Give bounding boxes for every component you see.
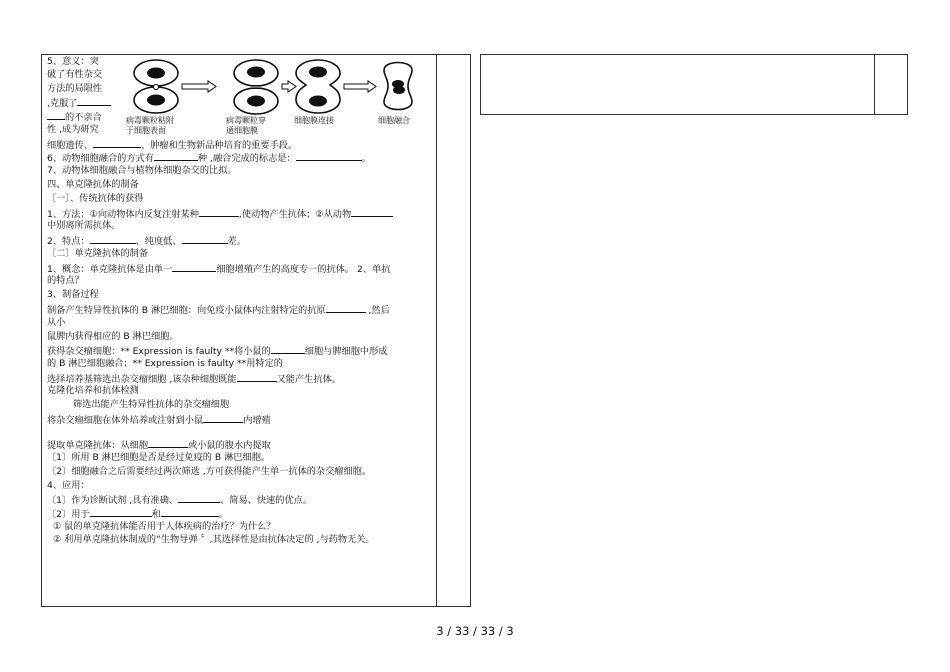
label-virus-attach-1: 病毒颗粒粘附 [126, 116, 174, 125]
label-virus-penetrate-2: 通细胞膜 [226, 126, 258, 135]
meaning-line-5: 的不亲合 [47, 109, 102, 125]
text-line: 7、动物体细胞融合与植物体细胞杂交的比拟。 [47, 165, 237, 176]
text-line: 中别离所需抗体。 [47, 220, 121, 231]
text-line: 〔1〕作为诊断试剂 ,具有准确、 、简易、快速的优点。 [47, 492, 312, 508]
label-virus-attach-2: 于细胞表面 [126, 126, 166, 135]
text-line: 2、特点： 、纯度低、 差。 [47, 233, 246, 249]
text-line: 制备产生特异性抗体的 B 淋巴细胞：向免疫小鼠体内注射特定的抗原 ,然后 [47, 302, 390, 318]
text-line: 3、制备过程 [47, 289, 99, 300]
subsection-heading: 〔二〕单克隆抗体的制备 [47, 248, 149, 259]
text-line: 1、方法：①向动物体内反复注射某种 ,使动物产生抗体；②从动物 [47, 206, 393, 222]
text-line: 将杂交瘤细胞在体外培养或注射到小鼠 内增殖 [47, 412, 271, 428]
meaning-line-4: ,克服了 [47, 95, 111, 111]
arrow-3 [344, 81, 376, 92]
text-line: 选择培养基筛选出杂交瘤细胞 ,该杂种细胞既能 又能产生抗体。 [47, 371, 341, 387]
cell-fusion-diagram [122, 56, 438, 138]
text-line: 4、应用： [47, 480, 90, 491]
text-line: 从小 [47, 317, 66, 328]
meaning-line-2: 破了有性杂交 [47, 69, 103, 80]
stage-virus-penetrate [234, 60, 278, 114]
text-line: 〔2〕用于 和 。 [47, 506, 228, 522]
text-line: 鼠脾内获得相应的 B 淋巴细胞。 [47, 331, 179, 342]
meaning-line-3: 方法的局限性 [47, 83, 103, 94]
left-margin-column [436, 54, 471, 607]
text-line: 细胞遗传、 、肿瘤和生物新品种培育的重要手段。 [47, 137, 297, 153]
stage-membrane-connect [296, 60, 340, 113]
meaning-line-1: 5、意义：突 [47, 56, 99, 67]
cell-fusion-svg [122, 56, 438, 118]
arrow-2 [282, 81, 296, 92]
label-membrane-connect: 细胞膜连接 [294, 116, 334, 125]
text-line: 的特点？ [47, 275, 84, 286]
page-number: 3 / 33 / 33 / 3 [436, 624, 514, 638]
meaning-line-6: 性 ,成为研究 [47, 124, 99, 135]
section-heading: 四、单克隆抗体的制备 [47, 179, 139, 190]
arrow-1 [182, 81, 216, 92]
label-virus-penetrate-1: 病毒颗粒穿 [226, 116, 266, 125]
text-line: 克隆化培养和抗体检测 [47, 385, 139, 396]
right-content-cell [480, 54, 875, 115]
text-line: ② 利用单克隆抗体制成的“生物导弹 〞,其选择性是由抗体决定的 ,与药物无关。 [53, 534, 375, 545]
right-margin-column [873, 54, 908, 115]
text-line: 1、概念：单克隆抗体是由单一 细胞增殖产生的高度专一的抗体。 2、单抗 [47, 261, 390, 277]
text-line: 获得杂交瘤细胞：** Expression is faulty **将小鼠的 细胞与脾细胞中形成 [47, 343, 387, 359]
text-line: 的 B 淋巴细胞融合；** Expression is faulty **用特定的 [47, 358, 283, 369]
text-line: 〔1〕所用 B 淋巴细胞是否是经过免疫的 B 淋巴细胞。 [47, 452, 271, 463]
text-line: 筛选出能产生特异性抗体的杂交瘤细胞 [73, 399, 230, 410]
label-cell-fused: 细胞融合 [378, 116, 410, 125]
text-line: 提取单克隆抗体：从细胞 或小鼠的腹水内提取 [47, 437, 271, 453]
subsection-heading: 〔一〕、传统抗体的获得 [47, 193, 144, 204]
text-line: ① 鼠的单克隆抗体能否用于人体疾病的治疗？为什么？ [53, 521, 276, 532]
stage-virus-attach [134, 60, 178, 113]
stage-cell-fused [384, 63, 412, 110]
text-line: 6、动物细胞融合的方式有 种 ,融合完成的标志是： 。 [47, 150, 371, 166]
text-line: 〔2〕细胞融合之后需要经过两次筛选 ,方可获得能产生单一抗体的杂交瘤细胞。 [47, 466, 372, 477]
